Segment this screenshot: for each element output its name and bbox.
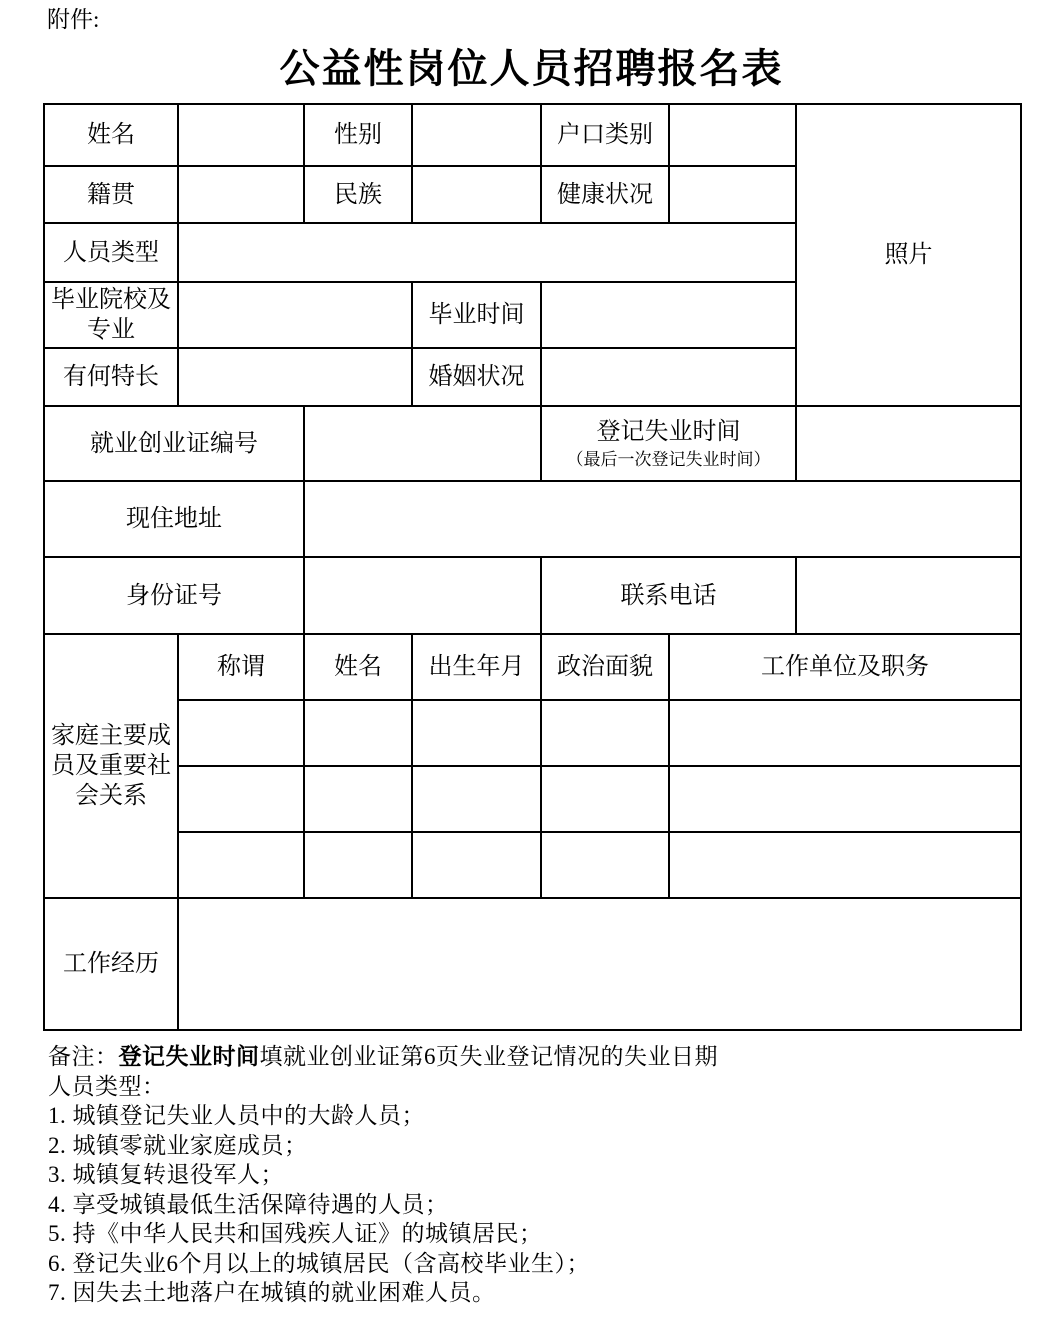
family-workplace-cell (669, 700, 1021, 766)
ethnicity-value-cell (412, 166, 541, 223)
table-row (44, 406, 1021, 481)
remark-prefix: 备注： (48, 1044, 119, 1069)
native-place-value-cell (178, 166, 304, 223)
unemployment-reg-time-label (541, 406, 796, 481)
family-name-cell (304, 700, 412, 766)
page-title: 公益性岗位人员招聘报名表 (279, 46, 784, 91)
id-number-label: 身份证号 (44, 557, 304, 634)
attachment-label: 附件: (47, 7, 100, 32)
gender-label: 性别 (304, 104, 412, 166)
unemployment-reg-time-subnote: （最后一次登记失业时间） (566, 449, 771, 469)
table-row (44, 481, 1021, 557)
family-political-status-cell (541, 832, 669, 898)
table-row (44, 104, 1021, 166)
person-type-item-5: 5. 持《中华人民共和国残疾人证》的城镇居民； (48, 1221, 543, 1246)
family-col-relation: 称谓 (178, 634, 304, 700)
family-workplace-cell (669, 766, 1021, 832)
contact-phone-value-cell (796, 557, 1021, 634)
name-value-cell (178, 104, 304, 166)
family-name-cell (304, 766, 412, 832)
specialty-label: 有何特长 (44, 348, 178, 406)
gender-value-cell (412, 104, 541, 166)
id-number-value-cell (304, 557, 541, 634)
person-type-label: 人员类型 (44, 223, 178, 282)
current-address-label: 现住地址 (44, 481, 304, 557)
family-col-birthdate: 出生年月 (412, 634, 541, 700)
person-type-item-6: 6. 登记失业6个月以上的城镇居民（含高校毕业生）； (48, 1250, 590, 1276)
person-type-item-4: 4. 享受城镇最低生活保障待遇的人员； (48, 1191, 449, 1217)
native-place-label: 籍贯 (44, 166, 178, 223)
person-type-value-cell (178, 223, 796, 282)
ethnicity-label: 民族 (304, 166, 412, 223)
family-data-row (44, 700, 1021, 766)
employment-cert-no-label: 就业创业证编号 (44, 406, 304, 481)
photo-cell: 照片 (796, 104, 1021, 406)
school-major-value-cell (178, 282, 412, 348)
remark-bold-term: 登记失业时间 (118, 1044, 260, 1069)
employment-cert-no-value-cell (304, 406, 541, 481)
family-birthdate-cell (412, 766, 541, 832)
family-data-row (44, 766, 1021, 832)
family-name-cell (304, 832, 412, 898)
graduation-time-label: 毕业时间 (412, 282, 541, 348)
health-status-value-cell (669, 166, 796, 223)
family-birthdate-cell (412, 832, 541, 898)
family-political-status-cell (541, 700, 669, 766)
person-type-item-2: 2. 城镇零就业家庭成员； (48, 1132, 308, 1158)
graduation-time-value-cell (541, 282, 796, 348)
family-relation-cell (178, 766, 304, 832)
person-type-item-7: 7. 因失去土地落户在城镇的就业困难人员。 (48, 1280, 496, 1305)
unemployment-reg-time-text: 登记失业时间 (596, 418, 741, 445)
marital-status-label: 婚姻状况 (412, 348, 541, 406)
person-type-item-3: 3. 城镇复转退役军人； (48, 1162, 284, 1187)
current-address-value-cell (304, 481, 1021, 557)
person-type-item-1: 1. 城镇登记失业人员中的大龄人员； (48, 1103, 425, 1128)
family-col-name: 姓名 (304, 634, 412, 700)
name-label: 姓名 (44, 104, 178, 166)
person-type-heading: 人员类型： (48, 1073, 166, 1099)
family-section-label: 家庭主要成员及重要社会关系 (44, 634, 178, 898)
unemployment-reg-time-value-cell (796, 406, 1021, 481)
household-type-value-cell (669, 104, 796, 166)
family-workplace-cell (669, 832, 1021, 898)
contact-phone-label: 联系电话 (541, 557, 796, 634)
family-relation-cell (178, 700, 304, 766)
table-row (44, 898, 1021, 1030)
notes-section (48, 1042, 1028, 1308)
household-type-label: 户口类别 (541, 104, 669, 166)
family-header-row (44, 634, 1021, 700)
family-political-status-cell (541, 766, 669, 832)
remark-line (48, 1042, 1028, 1072)
work-experience-value-cell (178, 898, 1021, 1030)
application-form-table (43, 103, 1022, 1031)
health-status-label: 健康状况 (541, 166, 669, 223)
family-relation-cell (178, 832, 304, 898)
family-birthdate-cell (412, 700, 541, 766)
work-experience-label: 工作经历 (44, 898, 178, 1030)
family-col-workplace: 工作单位及职务 (669, 634, 1021, 700)
table-row (44, 557, 1021, 634)
school-major-label: 毕业院校及专业 (44, 282, 178, 348)
specialty-value-cell (178, 348, 412, 406)
marital-status-value-cell (541, 348, 796, 406)
family-data-row (44, 832, 1021, 898)
family-col-political-status: 政治面貌 (541, 634, 669, 700)
remark-text: 填就业创业证第6页失业登记情况的失业日期 (259, 1044, 718, 1069)
